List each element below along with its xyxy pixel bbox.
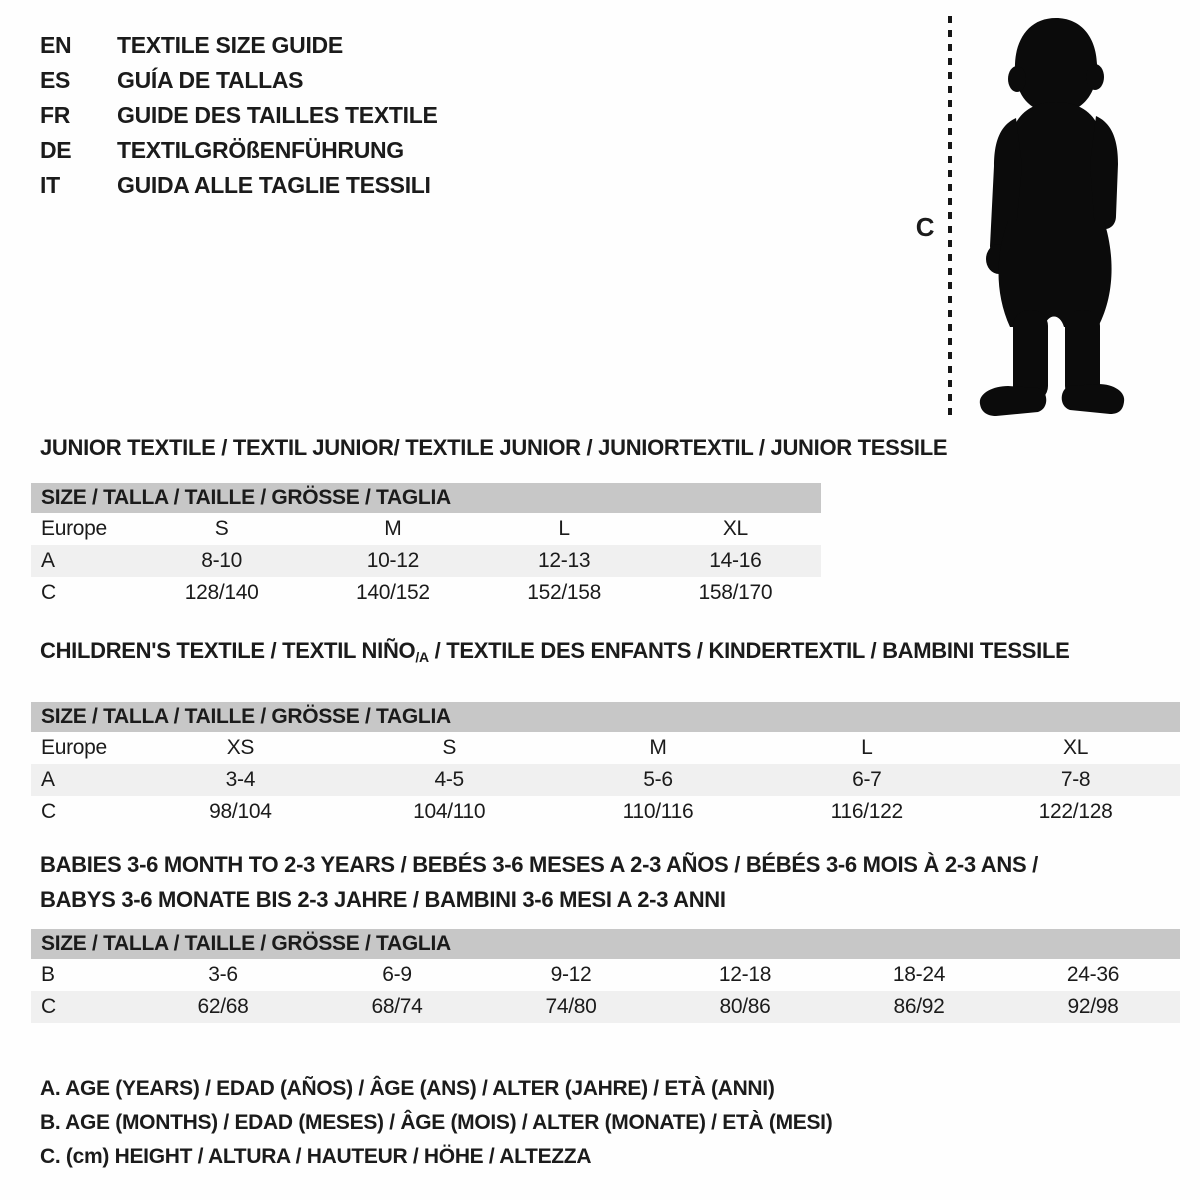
row-label: A [41,768,55,791]
age-cell: 14-16 [709,549,762,572]
legend-age-months: B. AGE (MONTHS) / EDAD (MESES) / ÂGE (MOIS) / ALTER (MONATE) / ETÀ (MESI) [40,1111,833,1134]
height-cell: 122/128 [1038,800,1113,823]
age-cell: 10-12 [366,549,419,572]
table-row-europe [31,732,1180,764]
table-row-height-cm [31,577,821,609]
age-cell: 3-6 [208,963,238,986]
height-cell: 80/86 [719,995,771,1018]
heading-subscript: /A [415,649,429,665]
language-row-en [40,28,438,63]
age-cell: 4-5 [434,768,464,791]
height-measure-dashed-line [948,16,952,416]
heading-text-line2: BABYS 3-6 MONATE BIS 2-3 JAHRE / BAMBINI 3-6 MESI A 2-3 ANNI [40,887,726,912]
height-cell: 140/152 [355,581,430,604]
size-cell: L [558,517,570,540]
junior-size-table [31,483,821,609]
language-title-list [40,28,438,203]
height-cell: 104/110 [413,800,486,823]
table-row-height-cm [31,991,1180,1023]
guide-title-it: GUIDA ALLE TAGLIE TESSILI [117,172,431,198]
size-cell: S [442,736,457,759]
language-code: DE [40,137,72,163]
table-row-height-cm [31,796,1180,828]
row-label: C [41,800,56,823]
section-junior-textile [31,434,1180,609]
language-code: ES [40,67,71,93]
size-table-header: SIZE / TALLA / TAILLE / GRÖSSE / TAGLIA [31,929,1180,959]
guide-title-de: TEXTILGRÖßENFÜHRUNG [117,137,404,163]
height-cell: 98/104 [209,800,272,823]
language-row-it [40,168,438,203]
age-cell: 9-12 [550,963,592,986]
size-cell: M [649,736,667,759]
heading-text-line1: BABIES 3-6 MONTH TO 2-3 YEARS / BEBÉS 3-6 MESES A 2-3 AÑOS / BÉBÉS 3-6 MOIS À 2-3 ANS / [40,852,1038,877]
table-row-age-months [31,959,1180,991]
language-code: IT [40,172,60,198]
section-children-textile [31,637,1180,828]
children-section-heading [40,637,1180,671]
guide-title-es: GUÍA DE TALLAS [117,67,304,93]
row-label: A [41,549,55,572]
height-cell: 110/116 [622,800,694,823]
age-cell: 5-6 [643,768,673,791]
size-table-header: SIZE / TALLA / TAILLE / GRÖSSE / TAGLIA [31,483,821,513]
size-cell: XL [1063,736,1089,759]
row-label: B [41,963,55,986]
junior-section-heading [40,434,1180,461]
age-cell: 8-10 [201,549,243,572]
height-cell: 68/74 [371,995,423,1018]
height-cell: 158/170 [698,581,773,604]
language-code: FR [40,102,71,128]
age-cell: 7-8 [1060,768,1091,791]
age-cell: 18-24 [892,963,946,986]
row-label: Europe [41,517,107,540]
size-cell: L [861,736,873,759]
height-cell: 86/92 [893,995,945,1018]
table-row-europe [31,513,821,545]
guide-title-en: TEXTILE SIZE GUIDE [117,32,343,58]
heading-text: / TEXTILE DES ENFANTS / KINDERTEXTIL / BAMBINI TESSILE [428,638,1070,663]
language-code: EN [40,32,72,58]
height-cell: 74/80 [545,995,597,1018]
height-cell: 152/158 [527,581,602,604]
height-measure-label: C [915,212,935,242]
guide-title-fr: GUIDE DES TAILLES TEXTILE [117,102,438,128]
legend-height-cm: C. (cm) HEIGHT / ALTURA / HAUTEUR / HÖHE / ALTEZZA [40,1145,592,1168]
row-label: C [41,581,56,604]
babies-section-heading [40,847,1180,917]
children-size-table [31,702,1180,828]
height-cell: 92/98 [1067,995,1119,1018]
language-row-fr [40,98,438,133]
heading-text: JUNIOR TEXTILE / TEXTIL JUNIOR/ TEXTILE JUNIOR / JUNIORTEXTIL / JUNIOR TESSILE [40,435,948,460]
size-cell: S [214,517,229,540]
age-cell: 24-36 [1066,963,1120,986]
measure-legend [40,1072,832,1174]
size-table-header: SIZE / TALLA / TAILLE / GRÖSSE / TAGLIA [31,702,1180,732]
height-cell: 128/140 [184,581,259,604]
age-cell: 6-9 [382,963,412,986]
language-row-de [40,133,438,168]
table-row-age-years [31,764,1180,796]
babies-size-table [31,929,1180,1023]
age-cell: 6-7 [852,768,882,791]
age-cell: 12-18 [718,963,772,986]
row-label: Europe [41,736,107,759]
size-cell: M [384,517,402,540]
size-cell: XL [722,517,748,540]
toddler-silhouette-image [968,16,1136,418]
legend-age-years: A. AGE (YEARS) / EDAD (AÑOS) / ÂGE (ANS) / ALTER (JAHRE) / ETÀ (ANNI) [40,1077,775,1100]
heading-text: CHILDREN'S TEXTILE / TEXTIL NIÑO [40,638,416,663]
section-babies-textile [31,847,1180,1023]
table-row-age-years [31,545,821,577]
row-label: C [41,995,56,1018]
height-cell: 62/68 [197,995,249,1018]
language-row-es [40,63,438,98]
size-cell: XS [226,736,255,759]
age-cell: 12-13 [538,549,591,572]
height-cell: 116/122 [830,800,903,823]
age-cell: 3-4 [225,768,256,791]
